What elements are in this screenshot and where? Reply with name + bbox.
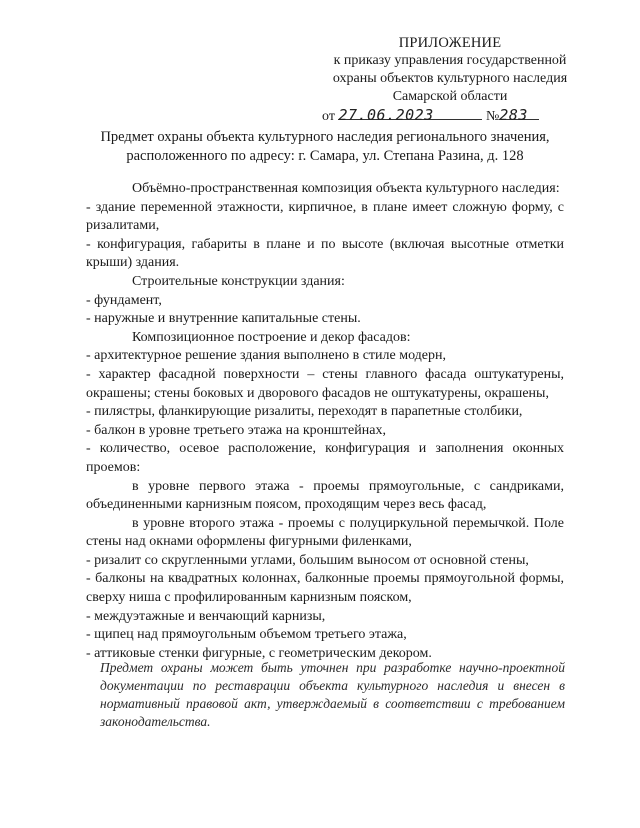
body-paragraph: Строительные конструкции здания: [132,273,345,289]
body-paragraph: - конфигурация, габариты в плане и по высоте (включая высотные отметки крыши) здания. [86,236,564,271]
body-paragraph: - щипец над прямоугольным объемом третьего этажа, [86,627,407,643]
handwritten-date: 27.06.2023 [338,106,434,124]
body-paragraph: - балконы на квадратных колоннах, балконные проемы прямоугольной формы, сверху ниша с профилированным карнизным пояском, [86,571,564,606]
appendix-line-2: охраны объектов культурного наследия [332,71,568,86]
handwritten-number: 283 [499,106,528,124]
protection-subject-body [86,180,564,663]
date-underline-extra [438,106,482,120]
number-field [499,106,539,124]
order-date-number-line [300,106,600,126]
appendix-line-3: Самарской области [392,89,508,104]
appendix-line-1: к приказу управления государственной [333,53,567,68]
body-paragraph: Объёмно-пространственная композиция объекта культурного наследия: [132,181,560,196]
body-paragraph: в уровне первого этажа - проемы прямоугольные, с сандриками, объединенными карнизным поясом, проходящим через весь фасад, [86,478,564,513]
body-paragraph: - здание переменной этажности, кирпичное, в плане имеет сложную форму, с ризалитами, [86,199,564,234]
appendix-title: ПРИЛОЖЕНИЕ [398,35,502,51]
subject-line-2: расположенного по адресу: г. Самара, ул. Степана Разина, д. 128 [126,148,524,164]
body-paragraph: - характер фасадной поверхности – стены главного фасада оштукатурены, окрашены; стены боковых и дворового фасадов не оштукатурены, окрашены, [86,366,564,401]
body-paragraph: - количество, осевое расположение, конфигурация и заполнения оконных проемов: [86,441,564,475]
subject-heading [70,128,580,166]
body-paragraph: - пилястры, фланкирующие ризалиты, переходят в парапетные столбики, [86,404,523,420]
body-paragraph: - архитектурное решение здания выполнено в стиле модерн, [86,348,447,364]
body-paragraph: - наружные и внутренние капитальные стены. [86,311,361,327]
footnote-italic [100,659,565,731]
body-paragraph: - фундамент, [86,292,162,308]
body-paragraph: в уровне второго этажа - проемы с полуциркульной перемычкой. Поле стены над окнами оформлены фигурными филенками, [86,515,564,550]
body-paragraph: - балкон в уровне третьего этажа на кронштейнах, [86,422,386,438]
date-field [338,106,438,124]
date-prefix: от [322,109,335,124]
body-paragraph: - междуэтажные и венчающий карнизы, [86,608,326,624]
body-paragraph: Композиционное построение и декор фасадов: [132,329,411,345]
note-text: Предмет охраны может быть уточнен при разработке научно-проектной документации по реставрации объекта культурного наследия и внесен в нормативный правовой акт, утверждаемый в соответствии с требованием законодательства. [100,660,565,729]
body-paragraph: - аттиковые стенки фигурные, с геометрическим декором. [86,645,432,661]
appendix-header [300,34,600,126]
number-prefix: № [485,109,500,124]
body-paragraph: - ризалит со скругленными углами, большим выносом от основной стены, [86,552,529,568]
subject-line-1: Предмет охраны объекта культурного наследия регионального значения, [100,129,550,145]
